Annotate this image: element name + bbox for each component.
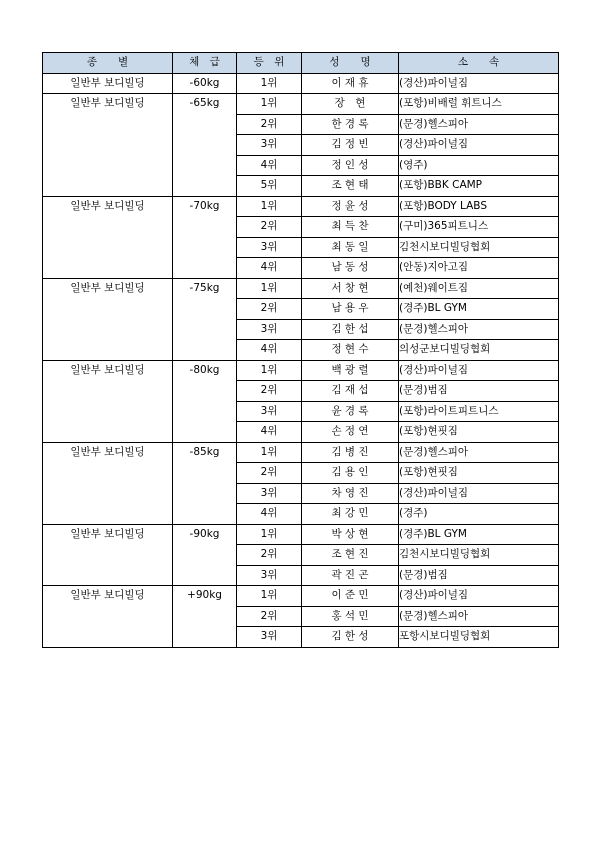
name-cell: 차 영 진: [302, 483, 399, 504]
affiliation-cell: (문경)헬스피아: [399, 114, 559, 135]
rank-cell: 2위: [237, 606, 302, 627]
category-cell: 일반부 보디빌딩: [43, 73, 173, 94]
affiliation-cell: 포항시보디빌딩협회: [399, 627, 559, 648]
name-cell: 정 현 수: [302, 340, 399, 361]
table-row: [43, 278, 559, 299]
rank-cell: 4위: [237, 422, 302, 443]
name-cell: 김 재 섭: [302, 381, 399, 402]
rank-cell: 2위: [237, 299, 302, 320]
rank-cell: 1위: [237, 73, 302, 94]
affiliation-cell: (경주)BL GYM: [399, 524, 559, 545]
affiliation-cell: (문경)범짐: [399, 381, 559, 402]
header-category: 종 별: [43, 53, 173, 74]
name-cell: 남 용 우: [302, 299, 399, 320]
rank-cell: 2위: [237, 217, 302, 238]
affiliation-cell: (포항)현핏짐: [399, 463, 559, 484]
rank-cell: 2위: [237, 381, 302, 402]
name-cell: 손 정 연: [302, 422, 399, 443]
rank-cell: 4위: [237, 504, 302, 525]
rank-cell: 3위: [237, 237, 302, 258]
rank-cell: 1위: [237, 442, 302, 463]
category-cell: 일반부 보디빌딩: [43, 360, 173, 442]
name-cell: 이 재 휴: [302, 73, 399, 94]
rank-cell: 3위: [237, 483, 302, 504]
affiliation-cell: (포항)라이트피트니스: [399, 401, 559, 422]
weight-class-cell: +90kg: [173, 586, 237, 648]
results-body: [43, 73, 559, 647]
name-cell: 박 상 현: [302, 524, 399, 545]
header-row: [43, 53, 559, 74]
affiliation-cell: (문경)헬스피아: [399, 319, 559, 340]
table-row: [43, 196, 559, 217]
rank-cell: 4위: [237, 258, 302, 279]
rank-cell: 5위: [237, 176, 302, 197]
weight-class-cell: -65kg: [173, 94, 237, 197]
category-cell: 일반부 보디빌딩: [43, 586, 173, 648]
affiliation-cell: (포항)BBK CAMP: [399, 176, 559, 197]
name-cell: 곽 진 곤: [302, 565, 399, 586]
rank-cell: 3위: [237, 565, 302, 586]
rank-cell: 1위: [237, 278, 302, 299]
affiliation-cell: (영주): [399, 155, 559, 176]
rank-cell: 1위: [237, 586, 302, 607]
category-cell: 일반부 보디빌딩: [43, 196, 173, 278]
affiliation-cell: (경산)파이널짐: [399, 483, 559, 504]
name-cell: 최 강 민: [302, 504, 399, 525]
table-row: [43, 524, 559, 545]
rank-cell: 3위: [237, 135, 302, 156]
name-cell: 김 병 진: [302, 442, 399, 463]
name-cell: 이 준 민: [302, 586, 399, 607]
weight-class-cell: -90kg: [173, 524, 237, 586]
affiliation-cell: (경주)BL GYM: [399, 299, 559, 320]
rank-cell: 2위: [237, 545, 302, 566]
header-name: 성 명: [302, 53, 399, 74]
rank-cell: 4위: [237, 155, 302, 176]
weight-class-cell: -70kg: [173, 196, 237, 278]
name-cell: 남 동 성: [302, 258, 399, 279]
name-cell: 서 창 현: [302, 278, 399, 299]
affiliation-cell: (안동)지아고짐: [399, 258, 559, 279]
rank-cell: 3위: [237, 401, 302, 422]
category-cell: 일반부 보디빌딩: [43, 524, 173, 586]
rank-cell: 4위: [237, 340, 302, 361]
name-cell: 장 현: [302, 94, 399, 115]
affiliation-cell: (경주): [399, 504, 559, 525]
name-cell: 백 광 렬: [302, 360, 399, 381]
table-row: [43, 360, 559, 381]
affiliation-cell: (경산)파이널짐: [399, 586, 559, 607]
affiliation-cell: (구미)365피트니스: [399, 217, 559, 238]
name-cell: 홍 석 민: [302, 606, 399, 627]
name-cell: 한 경 록: [302, 114, 399, 135]
affiliation-cell: (문경)헬스피아: [399, 606, 559, 627]
affiliation-cell: (문경)범짐: [399, 565, 559, 586]
table-row: [43, 73, 559, 94]
rank-cell: 2위: [237, 463, 302, 484]
weight-class-cell: -75kg: [173, 278, 237, 360]
weight-class-cell: -60kg: [173, 73, 237, 94]
affiliation-cell: (경산)파이널짐: [399, 360, 559, 381]
results-table: [42, 52, 559, 648]
table-row: [43, 94, 559, 115]
affiliation-cell: (예천)웨이트짐: [399, 278, 559, 299]
table-row: [43, 442, 559, 463]
name-cell: 김 한 섭: [302, 319, 399, 340]
header-affiliation: 소 속: [399, 53, 559, 74]
rank-cell: 3위: [237, 319, 302, 340]
affiliation-cell: (문경)헬스피아: [399, 442, 559, 463]
affiliation-cell: (포항)BODY LABS: [399, 196, 559, 217]
affiliation-cell: (경산)파이널짐: [399, 73, 559, 94]
category-cell: 일반부 보디빌딩: [43, 94, 173, 197]
name-cell: 조 현 태: [302, 176, 399, 197]
rank-cell: 1위: [237, 196, 302, 217]
rank-cell: 1위: [237, 94, 302, 115]
name-cell: 최 득 찬: [302, 217, 399, 238]
name-cell: 최 동 일: [302, 237, 399, 258]
category-cell: 일반부 보디빌딩: [43, 442, 173, 524]
affiliation-cell: (경산)파이널짐: [399, 135, 559, 156]
weight-class-cell: -85kg: [173, 442, 237, 524]
rank-cell: 3위: [237, 627, 302, 648]
header-weight-class: 체 급: [173, 53, 237, 74]
weight-class-cell: -80kg: [173, 360, 237, 442]
name-cell: 김 용 인: [302, 463, 399, 484]
affiliation-cell: 의성군보디빌딩협회: [399, 340, 559, 361]
name-cell: 김 정 빈: [302, 135, 399, 156]
name-cell: 조 현 진: [302, 545, 399, 566]
name-cell: 윤 경 록: [302, 401, 399, 422]
rank-cell: 1위: [237, 360, 302, 381]
rank-cell: 1위: [237, 524, 302, 545]
category-cell: 일반부 보디빌딩: [43, 278, 173, 360]
name-cell: 김 한 성: [302, 627, 399, 648]
rank-cell: 2위: [237, 114, 302, 135]
affiliation-cell: (포항)비배럴 휘트니스: [399, 94, 559, 115]
affiliation-cell: (포항)현핏짐: [399, 422, 559, 443]
table-row: [43, 586, 559, 607]
affiliation-cell: 김천시보디빌딩협회: [399, 237, 559, 258]
name-cell: 정 윤 성: [302, 196, 399, 217]
affiliation-cell: 김천시보디빌딩협회: [399, 545, 559, 566]
header-rank: 등 위: [237, 53, 302, 74]
name-cell: 정 인 성: [302, 155, 399, 176]
